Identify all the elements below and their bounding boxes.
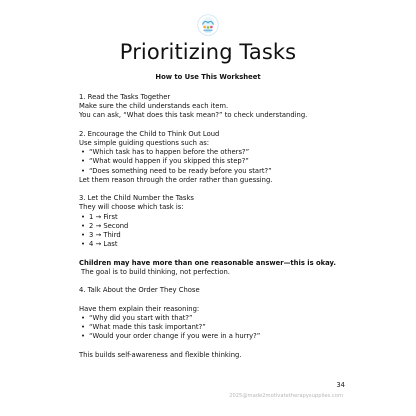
bullet-icon: • bbox=[81, 148, 86, 157]
instruction-line: You can ask, “What does this task mean?” to check understanding. bbox=[79, 111, 308, 120]
list-item-text: “Does something need to be ready before you start?” bbox=[89, 166, 272, 175]
note-text: The goal is to build thinking, not perfection. bbox=[81, 267, 230, 276]
section-think-aloud bbox=[79, 130, 379, 185]
list-item-text: 3 → Third bbox=[89, 231, 121, 240]
section-heading: 2. Encourage the Child to Think Out Loud bbox=[79, 129, 220, 138]
list-item-text: 2 → Second bbox=[89, 221, 129, 230]
section-heading: 3. Let the Child Number the Tasks bbox=[79, 194, 194, 203]
instruction-line: Have them explain their reasoning: bbox=[79, 304, 200, 313]
brand-logo bbox=[197, 14, 219, 36]
list-item-text: 1 → First bbox=[89, 212, 118, 221]
list-item-text: “Would your order change if you were in a hurry?” bbox=[89, 332, 261, 341]
list-item bbox=[79, 332, 379, 341]
list-item bbox=[79, 148, 379, 157]
list-item bbox=[79, 222, 379, 231]
section-heading: 1. Read the Tasks Together bbox=[79, 93, 171, 101]
instruction-line: Use simple guiding questions such as: bbox=[79, 139, 210, 147]
instruction-line: Let them reason through the order rather than guessing. bbox=[79, 175, 273, 184]
bullet-icon: • bbox=[81, 313, 86, 322]
bullet-icon: • bbox=[81, 157, 86, 166]
bullet-icon: • bbox=[81, 323, 86, 331]
list-item bbox=[79, 314, 379, 323]
list-item bbox=[79, 167, 379, 176]
section-number-tasks bbox=[79, 194, 379, 249]
instruction-line: They will choose which task is: bbox=[79, 203, 184, 212]
page-title: Prioritizing Tasks bbox=[119, 40, 297, 64]
instruction-line: This builds self-awareness and flexible thinking. bbox=[79, 350, 242, 359]
bullet-icon: • bbox=[81, 221, 86, 230]
list-item bbox=[79, 240, 379, 249]
list-item-text: “What made this task important?” bbox=[89, 323, 206, 331]
instruction-line: Make sure the child understands each item. bbox=[79, 102, 229, 111]
bullet-icon: • bbox=[81, 240, 86, 249]
section-note bbox=[79, 259, 379, 277]
list-item-text: “Why did you start with that?” bbox=[89, 313, 193, 322]
section-closing bbox=[79, 351, 379, 360]
list-item bbox=[79, 231, 379, 240]
bullet-icon: • bbox=[81, 231, 86, 240]
section-heading: 4. Talk About the Order They Chose bbox=[79, 286, 200, 295]
list-item bbox=[79, 323, 379, 332]
bullet-icon: • bbox=[81, 332, 86, 341]
footer-copyright: 2025@made2motivatetherapysupplies.com bbox=[229, 393, 343, 399]
list-item bbox=[79, 157, 379, 166]
list-item-text: 4 → Last bbox=[89, 240, 118, 249]
section-explain-reasoning bbox=[79, 305, 379, 342]
instructions-body bbox=[79, 93, 379, 369]
brand-logo-icon bbox=[197, 14, 219, 36]
list-item bbox=[79, 213, 379, 222]
list-item-text: “What would happen if you skipped this step?” bbox=[89, 157, 249, 166]
bullet-icon: • bbox=[81, 212, 86, 221]
page-number: 34 bbox=[336, 381, 345, 389]
note-bold: Children may have more than one reasonable answer—this is okay. bbox=[79, 258, 336, 267]
worksheet-subtitle: How to Use This Worksheet bbox=[155, 73, 261, 81]
bullet-icon: • bbox=[81, 166, 86, 175]
section-talk-about-order bbox=[79, 286, 379, 295]
section-read-tasks bbox=[79, 93, 379, 121]
list-item-text: “Which task has to happen before the others?” bbox=[89, 148, 250, 157]
